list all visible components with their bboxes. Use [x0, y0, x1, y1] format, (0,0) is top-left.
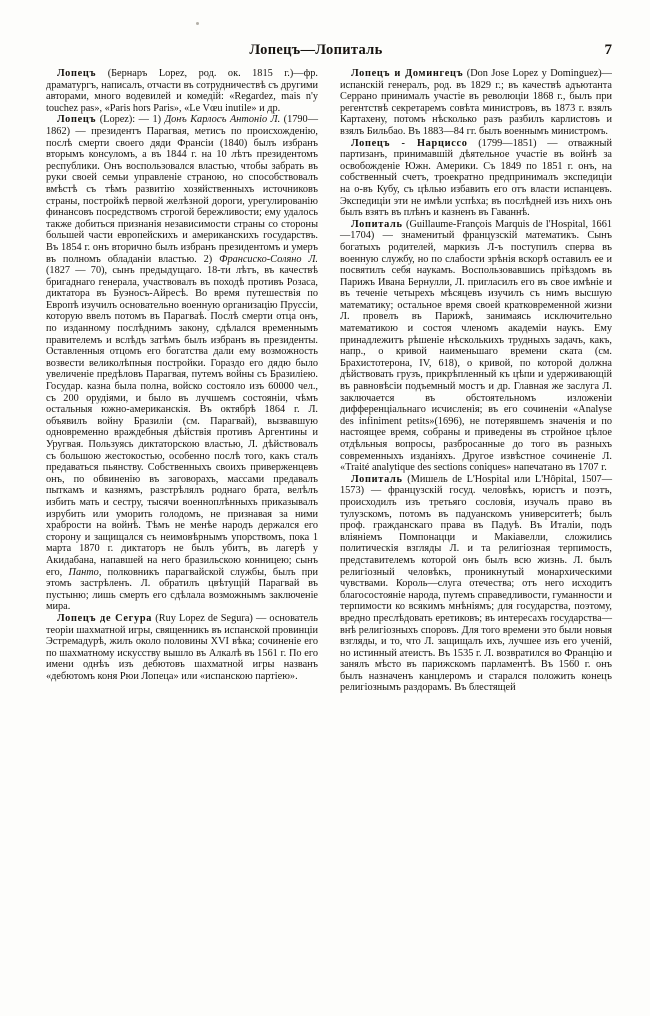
paragraph: Лопецъ де Сегура (Ruy Lopez de Segura) — основатель теоріи шахматной игры, священникъ въ испанской провинціи Эстремадурѣ, жилъ около половины XVI вѣка; сочиненіе его по шахматному искусству вышло въ Алкалѣ въ 1561 г. По его имени однѣъ изъ дебютовъ шахматной игры названъ «дебютомъ коня Рюи Лопеца» или «испанскою партіею».: [46, 612, 319, 682]
entry-heading: Лопецъ - Нарцисcо: [351, 137, 468, 149]
entry-heading: Лопецъ: [57, 114, 97, 126]
entry-heading: Лопецъ и Домингецъ: [351, 68, 464, 79]
page-header: [46, 42, 612, 62]
paragraph: Лопиталь (Мишель de L'Hospital или L'Hôpital, 1507—1573) — французскій госуд. человѣкъ, юристъ и поэтъ, происходилъ изъ третьяго сословія, изучалъ право въ тулузскомъ, потомъ въ падуанскомъ университетѣ; былъ проф. гражданскаго права въ Падуѣ. Въ Италіи, подъ вліяніемъ Помпонацци и Макіавелли, сложились политическія взгляды Л. и та религіозная терпимость, представителемъ которой онъ былъ всю жизнь. Л. былъ религіозный человѣкъ, проникнутый монархическими чувствами. Король—слуга отечества; отъ него исходитъ благосостояніе народа, путемъ справедливости, гуманности и терпимости ко всякимъ мнѣніямъ; для государства, поэтому, вредно преслѣдовать еретиковъ; въ интересахъ государства—внѣ религіозныхъ споровъ. Для того времени это были новыя взгляды, и то, что Л. защищалъ ихъ, лучшее изъ его ученій, но истинный атеистъ. Въ 1535 г. Л. возвратился во Францію и занялъ мѣсто въ парижскомъ парламентѣ. Въ 1560 г. онъ былъ назначенъ канцлеромъ и старался положить конецъ религіознымъ раздорамъ. Въ блестящей: [340, 473, 612, 694]
paragraph: Лопецъ - Нарцисcо (1799—1851) — отважный партизанъ, принимавшій дѣятельное участіе въ войнѣ за освобожденіе Южн. Америки. Съ 1849 по 1851 г. онъ, на собственный счетъ, троекратно предпринималъ экспедиціи на о-въ Кубу, съ цѣлью избавить его отъ власти испанцевъ. Экспедиціи эти не имѣли успѣха; въ послѣдней изъ нихъ онъ былъ взятъ въ плѣнъ и казненъ въ Гаваннѣ.: [340, 137, 612, 219]
left-column: [46, 68, 318, 998]
running-title: Лопецъ—Лопиталь: [249, 42, 383, 58]
paragraph: Лопецъ и Домингецъ (Don Jose Lopez y Dominguez)—испанскій генералъ, род. въ 1829 г.; въ качествѣ адъютанта Серрано принималъ участіе въ революціи 1868 г., былъ при регентствѣ секретаремъ совѣта министровъ, въ 1873 г. взялъ Картахену, потомъ нѣсколько разъ разбилъ карлистовъ и взялъ Бильбао. Въ 1883—84 гг. былъ военнымъ министромъ.: [340, 68, 612, 137]
entry-heading: Лопецъ: [57, 68, 97, 79]
scan-speck: [196, 22, 199, 25]
entry-heading: Лопецъ де Сегура: [57, 612, 153, 624]
paragraph: Лопецъ (Бернаръ Lopez, род. ок. 1815 г.)—фр. драматургъ, написалъ, отчасти въ сотрудничествѣ съ другими авторами, много водевилей и комедій: «Regardez, mais n'y touchez pas», «Paris hors Paris», «Le Vœu inutile» и др.: [46, 68, 318, 114]
text-columns: [46, 68, 612, 998]
page-number: 7: [604, 42, 612, 58]
entry-heading: Лопиталь: [351, 473, 403, 485]
right-column: [340, 68, 612, 998]
paragraph: Лопецъ (Lopez): — 1) Донъ Карлосъ Антоніо Л. (1790—1862) — президентъ Парагвая, метисъ по происхожденію, послѣ смерти своего дяди Франсіи (1840) былъ избранъ вторымъ консуломъ, а въ 1844 г. на 10 лѣтъ президентомъ республики. Онъ воспользовался властью, чтобы забрать въ руки своей семьи управленіе страною, но способствовалъ вмѣстѣ съ тѣмъ развитію хозяйственныхъ источниковъ страны, постройкѣ первой желѣзной дороги, урегулированію финансовъ посредствомъ строгой бережливости; ему удалось также добиться признанія независимости страны со стороны большей части европейскихъ и американскихъ государствъ. Въ 1854 г. онъ вторично былъ избранъ президентомъ и умеръ въ полномъ обладаніи властью. 2) Франсиско-Соляно Л. (1827 — 70), сынъ предыдущаго. 18-ти лѣтъ, въ качествѣ бригаднаго генерала, участвовалъ въ походѣ противъ Розаса, диктатора въ Буэносъ-Айресѣ. Во время путешествія по Европѣ изучилъ основательно военную организацію Пруссіи, которую ввелъ потомъ въ Парагваѣ. Послѣ смерти отца онъ, по изданному послѣднимъ закону, сдѣлался временнымъ правителемъ и вслѣдъ затѣмъ былъ избранъ въ президенты. Оставленныя отцомъ его богатства дали ему возможность возвести великолѣпныя постройки. Гораздо его дядю было увеличеніе предѣловъ Парагвая, путемъ войны съ Бразиліею. Государ. казна была полна, войско состояло изъ 60000 чел., съ 200 орудіями, и было въ лучшемъ состояніи, чѣмъ остальныя южно-американскія. Въ октябрѣ 1864 г. Л. объявилъ войну Бразиліи (см. Парагвай), вызвавшую одновременно враждебныя дѣйствія противъ Аргентины и Уругвая. Пользуясь диктаторскою властью, Л. дѣйствовалъ съ большою жестокостью, особенно послѣ того, какъ сталъ предаваться пьянству. Собственныхъ своихъ приверженцевъ онъ, по обвиненію въ заговорахъ, массами предавалъ пыткамъ и казнямъ, разстрѣлялъ роднаго брата, велѣлъ избить мать и сестру, тысячи военноплѣнныхъ приказывалъ изрубить или уморить голодомъ, не признавая за ними храбрости на войнѣ. Тѣмъ не менѣе народъ держался его сторону и защищался съ неимовѣрнымъ упорствомъ, пока 1 марта 1870 г. диктаторъ не былъ убитъ, въ лагерѣ у Акидабана, напавшей на него бразильскою конницею; сынъ его, Панто, полковникъ парагвайской службы, былъ при этомъ застрѣленъ. Л. обратилъ цвѣтущій Парагвай въ пустыню; лишь смерть его сдѣлала возможнымъ заключеніе мира.: [46, 114, 318, 613]
paragraph: Лопиталь (Guillaume-François Marquis de l'Hospital, 1661—1704) — знаменитый французскій математикъ. Сынъ богатыхъ родителей, маркизъ Л-ъ поступилъ сперва въ военную службу, но по слабости зрѣнія вскорѣ оставилъ ее и посвятилъ себя наукамъ. Воспользовавшись пріѣздомъ въ Парижъ Ивана Бернулли, Л. пригласилъ его въ свое имѣніе и въ теченіе четырехъ мѣсяцевъ изучилъ съ нимъ высшую математику; остальное время своей кратковременной жизни Л. провелъ въ Парижѣ, занимаясь исключительно математикою и состоя членомъ академіи наукъ. Ему принадлежитъ рѣшеніе нѣсколькихъ трудныхъ задачъ, какъ, напр., о кривой наименьшаго времени ската (см. Брахистотерона, IV, 618), о кривой, по которой должна дѣйствовать грузъ, прикрѣпленный къ цѣпи и удерживающій въ равновѣсіи подъемный мостъ и др. Главная же заслуга Л. заключается въ обстоятельномъ изложеніи дифференціальнаго исчисленія; въ его сочиненіи «Analyse des infiniment petits»(1696), не потерявшемъ значенія и по настоящее время, собраны и приведены въ стройное цѣлое отдѣльныя вопросы, разбросанные до того въ разныхъ современныхъ изданіяхъ. Другое извѣстное сочиненіе Л. «Traité analytique des sections coniques» напечатано въ 1707 г.: [340, 218, 612, 474]
entry-heading: Лопиталь: [351, 218, 403, 230]
